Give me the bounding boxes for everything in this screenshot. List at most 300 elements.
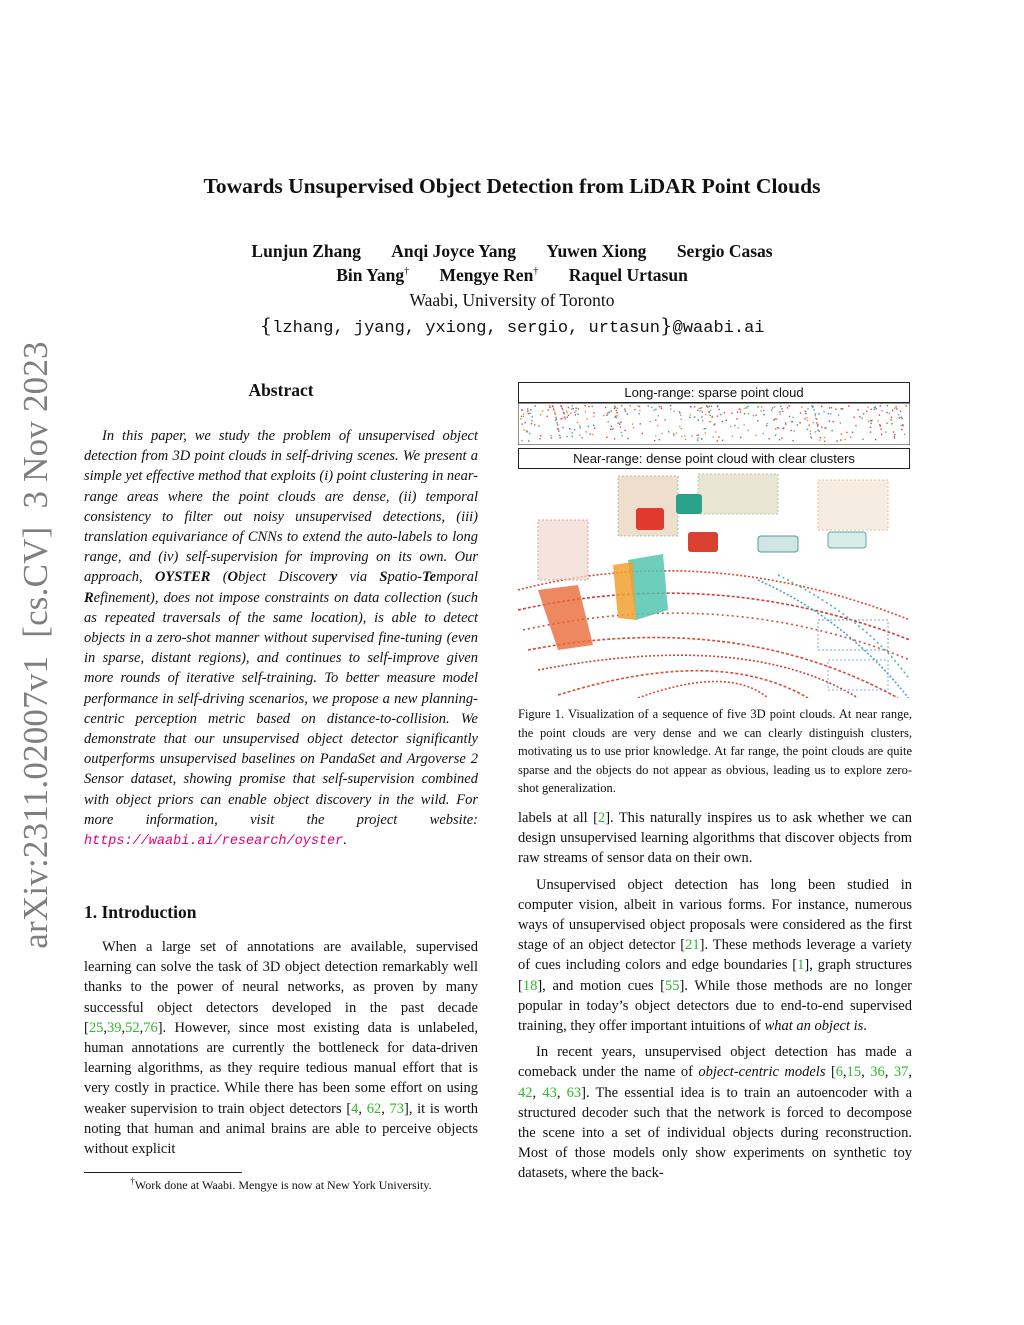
lidar-point <box>781 438 782 439</box>
lidar-point <box>757 420 758 421</box>
lidar-point <box>761 406 762 407</box>
lidar-point <box>890 419 891 420</box>
lidar-point <box>607 413 608 414</box>
lidar-point <box>560 437 561 438</box>
lidar-point <box>779 439 780 440</box>
lidar-point <box>705 414 706 415</box>
lidar-point <box>592 406 593 407</box>
lidar-point <box>696 435 697 436</box>
lidar-point <box>709 406 710 407</box>
lidar-point <box>846 432 847 433</box>
lidar-point <box>829 420 830 421</box>
lidar-point <box>767 423 768 424</box>
lidar-point <box>565 418 566 419</box>
lidar-point <box>528 440 529 441</box>
citation[interactable]: 63 <box>566 1084 582 1101</box>
lidar-point <box>787 407 788 408</box>
lidar-point <box>841 433 842 434</box>
citation[interactable]: 37 <box>893 1064 909 1081</box>
lidar-point <box>566 410 567 411</box>
citation[interactable]: 21 <box>685 937 700 954</box>
lidar-point <box>880 425 881 426</box>
lidar-point <box>813 422 814 423</box>
lidar-point <box>776 419 777 420</box>
lidar-point <box>746 407 747 408</box>
lidar-point <box>886 422 887 423</box>
project-website-link[interactable]: https://waabi.ai/research/oyster <box>84 834 344 850</box>
lidar-point <box>679 412 680 413</box>
lidar-point <box>766 425 767 426</box>
lidar-point <box>558 428 559 429</box>
lidar-point <box>700 408 701 409</box>
lidar-point <box>615 416 616 417</box>
lidar-point <box>810 436 811 437</box>
lidar-point <box>673 435 674 436</box>
lidar-point <box>664 419 665 420</box>
lidar-point <box>794 430 795 431</box>
lidar-point <box>610 429 611 430</box>
lidar-point <box>906 405 907 406</box>
lidar-point <box>763 433 764 434</box>
lidar-point <box>701 416 702 417</box>
lidar-point <box>840 422 841 423</box>
lidar-point <box>638 413 639 414</box>
lidar-point <box>673 433 674 434</box>
lidar-point <box>894 434 895 435</box>
lidar-point <box>870 423 871 424</box>
lidar-point <box>828 413 829 414</box>
lidar-point <box>820 437 821 438</box>
lidar-point <box>553 409 554 410</box>
citation[interactable]: 2 <box>597 810 606 826</box>
lidar-point <box>590 433 591 434</box>
lidar-point <box>632 423 633 424</box>
lidar-point <box>722 421 723 422</box>
lidar-point <box>551 437 552 438</box>
lidar-point <box>779 411 780 412</box>
lidar-point <box>706 405 707 406</box>
long-range-label: Long-range: sparse point cloud <box>518 382 910 403</box>
lidar-point <box>740 437 741 438</box>
citation[interactable]: 4 <box>351 1100 359 1117</box>
lidar-point <box>625 410 626 411</box>
lidar-point <box>738 427 739 428</box>
lidar-point <box>640 423 641 424</box>
lidar-point <box>548 409 549 410</box>
lidar-point <box>815 415 816 416</box>
lidar-point <box>717 440 718 441</box>
lidar-point <box>587 418 588 419</box>
lidar-point <box>817 424 818 425</box>
lidar-point <box>779 414 780 415</box>
lidar-point <box>801 407 802 408</box>
lidar-point <box>521 416 522 417</box>
lidar-point <box>658 415 659 416</box>
lidar-point <box>593 412 594 413</box>
lidar-point <box>627 438 628 439</box>
citation[interactable]: 42 <box>518 1084 533 1101</box>
lidar-point <box>824 437 825 438</box>
lidar-point <box>900 417 901 418</box>
lidar-point <box>810 433 811 434</box>
lidar-point <box>637 405 638 406</box>
arxiv-stamp <box>16 341 56 949</box>
lidar-point <box>586 431 587 432</box>
lidar-point <box>875 439 876 440</box>
lidar-point <box>842 408 843 409</box>
lidar-point <box>705 428 706 429</box>
lidar-point <box>800 412 801 413</box>
lidar-point <box>824 441 825 442</box>
figure-1-caption: Figure 1. Visualization of a sequence of five 3D point clouds. At near range, the point clouds are very dense and we can clearly distinguish clusters, motivating us to use prior knowledge. At far range, the point clouds are quite sparse and the objects do not appear as obvious, leading us to explore zero-shot generalization. <box>518 707 912 796</box>
lidar-point <box>552 406 553 407</box>
lidar-point <box>566 412 567 413</box>
lidar-point <box>717 416 718 417</box>
lidar-point <box>668 431 669 432</box>
lidar-point <box>714 423 715 424</box>
lidar-point <box>785 422 786 423</box>
lidar-point <box>817 429 818 430</box>
lidar-point <box>562 427 563 428</box>
lidar-point <box>870 431 871 432</box>
lidar-point <box>557 422 558 423</box>
lidar-point <box>866 411 867 412</box>
lidar-point <box>562 418 563 419</box>
lidar-point <box>844 439 845 440</box>
lidar-point <box>572 405 573 406</box>
lidar-point <box>815 418 816 419</box>
lidar-point <box>555 417 556 418</box>
lidar-point <box>775 435 776 436</box>
paper-title: Towards Unsupervised Object Detection from LiDAR Point Clouds <box>203 174 821 198</box>
lidar-point <box>868 421 869 422</box>
lidar-point <box>690 406 691 407</box>
lidar-point <box>593 425 594 426</box>
citation[interactable]: 1 <box>797 957 805 974</box>
lidar-point <box>576 408 577 409</box>
citation[interactable]: 76 <box>143 1019 158 1036</box>
lidar-point <box>709 412 710 413</box>
lidar-point <box>550 435 551 436</box>
lidar-point <box>694 406 695 407</box>
lidar-point <box>871 420 872 421</box>
lidar-point <box>724 412 725 413</box>
lidar-point <box>712 417 713 418</box>
lidar-point <box>659 406 660 407</box>
lidar-point <box>713 436 714 437</box>
section-heading-introduction: 1. Introduction <box>84 902 197 922</box>
lidar-point <box>814 409 815 410</box>
lidar-point <box>657 425 658 426</box>
lidar-point <box>886 412 887 413</box>
lidar-point <box>731 413 732 414</box>
lidar-point <box>891 417 892 418</box>
lidar-point <box>689 417 690 418</box>
citation[interactable]: 6 <box>835 1064 844 1081</box>
lidar-point <box>582 437 583 438</box>
lidar-point <box>781 408 782 409</box>
author-2: Anqi Joyce Yang <box>391 241 517 261</box>
citation[interactable]: 39 <box>106 1019 122 1036</box>
lidar-point <box>877 420 878 421</box>
lidar-point <box>720 414 721 415</box>
lidar-point <box>711 406 712 407</box>
lidar-point <box>891 423 892 424</box>
lidar-point <box>810 431 811 432</box>
citation[interactable]: 15 <box>846 1064 862 1081</box>
lidar-point <box>831 407 832 408</box>
lidar-point <box>804 418 805 419</box>
citation[interactable]: 73 <box>389 1100 404 1117</box>
lidar-point <box>691 435 692 436</box>
lidar-point <box>870 409 871 410</box>
lidar-point <box>710 410 711 411</box>
lidar-point <box>530 409 531 410</box>
lidar-point <box>854 417 855 418</box>
near-range-label: Near-range: dense point cloud with clear clusters <box>518 448 910 469</box>
lidar-point <box>899 417 900 418</box>
lidar-point <box>578 408 579 409</box>
lidar-point <box>901 429 902 430</box>
lidar-point <box>807 429 808 430</box>
lidar-point <box>561 406 562 407</box>
lidar-point <box>893 431 894 432</box>
lidar-point <box>617 415 618 416</box>
lidar-point <box>835 409 836 410</box>
lidar-point <box>616 410 617 411</box>
lidar-point <box>748 413 749 414</box>
lidar-point <box>562 408 563 409</box>
lidar-point <box>553 408 554 409</box>
lidar-point <box>816 422 817 423</box>
lidar-point <box>575 410 576 411</box>
lidar-point <box>894 436 895 437</box>
lidar-point <box>630 405 631 406</box>
lidar-point <box>831 430 832 431</box>
lidar-point <box>755 435 756 436</box>
citation[interactable]: 43 <box>542 1084 557 1101</box>
lidar-point <box>894 408 895 409</box>
lidar-point <box>829 407 830 408</box>
introduction-text: When a large set of annotations are available, supervised learning can solve the task of 3D object detection remarkably well thanks to the power of neural networks, as proven by many successful object detectors developed in the past decade [25,39,52,76]. However, since most existing data is unlabeled, human annotations are currently the bottleneck for data-driven learning algorithms, as they require tedious manual effort that is very costly in practice. While there has been some effort on using weaker supervision to train object detectors [4, 62, 73], it is worth noting that human and animal brains are able to perceive objects without explicit <box>84 939 479 1158</box>
lidar-point <box>848 405 849 406</box>
lidar-point <box>782 411 783 412</box>
lidar-point <box>529 433 530 434</box>
lidar-point <box>563 412 564 413</box>
lidar-point <box>521 410 522 411</box>
lidar-point <box>709 421 710 422</box>
lidar-point <box>614 438 615 439</box>
author-4: Sergio Casas <box>676 241 773 261</box>
lidar-point <box>554 412 555 413</box>
near-range-point-cloud <box>518 470 910 698</box>
lidar-point <box>681 428 682 429</box>
lidar-point <box>585 411 586 412</box>
lidar-point <box>588 426 589 427</box>
lidar-point <box>574 429 575 430</box>
lidar-point <box>616 408 617 409</box>
lidar-point <box>732 436 733 437</box>
lidar-point <box>535 405 536 406</box>
lidar-point <box>875 406 876 407</box>
lidar-point <box>593 416 594 417</box>
lidar-point <box>608 421 609 422</box>
lidar-point <box>574 412 575 413</box>
lidar-point <box>788 405 789 406</box>
lidar-point <box>653 410 654 411</box>
citation[interactable]: 25 <box>88 1019 104 1036</box>
lidar-point <box>531 423 532 424</box>
lidar-point <box>642 433 643 434</box>
lidar-point <box>805 411 806 412</box>
author-emails: {lzhang, jyang, yxiong, sergio, urtasun}@waabi.ai <box>259 313 765 338</box>
lidar-point <box>756 414 757 415</box>
lidar-point <box>573 408 574 409</box>
figure-1 <box>518 382 910 698</box>
lidar-point <box>655 409 656 410</box>
lidar-point <box>836 440 837 441</box>
lidar-point <box>859 416 860 417</box>
lidar-point <box>812 406 813 407</box>
lidar-point <box>707 407 708 408</box>
long-range-point-cloud <box>518 403 910 445</box>
lidar-point <box>547 416 548 417</box>
lidar-point <box>572 436 573 437</box>
lidar-point <box>542 410 543 411</box>
lidar-point <box>568 407 569 408</box>
lidar-point <box>892 410 893 411</box>
lidar-point <box>538 425 539 426</box>
lidar-point <box>900 425 901 426</box>
lidar-point <box>603 415 604 416</box>
lidar-point <box>523 429 524 430</box>
lidar-point <box>791 421 792 422</box>
lidar-point <box>525 422 526 423</box>
lidar-point <box>698 434 699 435</box>
lidar-point <box>880 405 881 406</box>
lidar-point <box>887 405 888 406</box>
lidar-point <box>555 413 556 414</box>
lidar-point <box>650 421 651 422</box>
lidar-point <box>807 408 808 409</box>
lidar-point <box>774 406 775 407</box>
lidar-point <box>613 428 614 429</box>
citation[interactable]: 36 <box>870 1064 885 1081</box>
lidar-point <box>661 406 662 407</box>
lidar-point <box>563 413 564 414</box>
lidar-point <box>875 408 876 409</box>
citation[interactable]: 62 <box>366 1100 382 1117</box>
lidar-point <box>753 415 754 416</box>
lidar-point <box>606 437 607 438</box>
lidar-point <box>744 424 745 425</box>
citation[interactable]: 18 <box>522 977 538 994</box>
lidar-point <box>614 408 615 409</box>
lidar-point <box>894 437 895 438</box>
lidar-point <box>621 405 622 406</box>
lidar-point <box>526 431 527 432</box>
lidar-point <box>882 410 883 411</box>
authors-row-1 <box>0 241 1024 262</box>
lidar-point <box>648 405 649 406</box>
lidar-point <box>805 413 806 414</box>
lidar-point <box>815 413 816 414</box>
lidar-point <box>528 413 529 414</box>
lidar-point <box>557 424 558 425</box>
lidar-point <box>739 408 740 409</box>
lidar-point <box>821 406 822 407</box>
lidar-point <box>559 435 560 436</box>
lidar-point <box>809 425 810 426</box>
lidar-point <box>527 408 528 409</box>
lidar-point <box>701 407 702 408</box>
lidar-point <box>532 416 533 417</box>
lidar-point <box>571 408 572 409</box>
lidar-point <box>690 414 691 415</box>
lidar-point <box>863 413 864 414</box>
authors-row-2 <box>0 265 1024 286</box>
abstract-text: In this paper, we study the problem of unsupervised object detection from 3D point clouds in self-driving scenes. We present a simple yet effective method that exploits (i) point clustering in near-range areas where the point clouds are dense, (ii) temporal consistency to filter out noisy unsupervised detections, (iii) translation equivariance of CNNs to extend the auto-labels to long range, and (iv) self-supervision for improving on its own. Our approach, OYSTER (Object Discovery via Spatio-Temporal Refinement), does not impose constraints on data collection (such as repeated traversals of the same location), is able to detect objects in a zero-shot manner without supervised fine-tuning (even in sparse, distant regions), and continues to self-improve given more rounds of iterative self-training. To better measure model performance in self-driving scenarios, we propose a new planning-centric perception metric based on distance-to-collision. We demonstrate that our unsupervised object detector significantly outperforms unsupervised baselines on PandaSet and Argoverse 2 Sensor dataset, showing promise that self-supervision combined with object priors can enable object discovery in the wild. For more information, visit the project website: https://waabi.ai/research/oyster. <box>84 428 478 850</box>
lidar-point <box>577 414 578 415</box>
lidar-point <box>868 407 869 408</box>
lidar-point <box>685 439 686 440</box>
lidar-point <box>549 407 550 408</box>
citation[interactable]: 55 <box>665 977 680 994</box>
lidar-point <box>570 413 571 414</box>
lidar-point <box>697 437 698 438</box>
lidar-point <box>605 407 606 408</box>
lidar-point <box>719 409 720 410</box>
lidar-point <box>606 415 607 416</box>
lidar-point <box>569 428 570 429</box>
affiliation: Waabi, University of Toronto <box>409 290 615 310</box>
arxiv-id: arXiv:2311.02007v1 <box>16 655 55 949</box>
lidar-point <box>529 412 530 413</box>
lidar-point <box>744 413 745 414</box>
lidar-point <box>619 423 620 424</box>
lidar-point <box>737 412 738 413</box>
lidar-point <box>782 428 783 429</box>
lidar-point <box>879 414 880 415</box>
lidar-point <box>780 406 781 407</box>
abstract-heading: Abstract <box>248 380 314 400</box>
lidar-point <box>722 440 723 441</box>
lidar-point <box>775 428 776 429</box>
lidar-point <box>580 427 581 428</box>
lidar-point <box>697 410 698 411</box>
lidar-point <box>697 439 698 440</box>
introduction-text-continued: labels at all [2]. This naturally inspires us to ask whether we can design unsupervised learning algorithms that discover objects from raw streams of sensor data on their own. Unsupervised object detection has long been studied in computer vision, albeit in various forms. For instance, numerous ways of unsupervised object proposals were considered as the first stage of an object detector [21]. These methods leverage a variety of cues including colors and edge boundaries [1], graph structures [18], and motion cues [55]. While those methods are no longer popular in today’s object detectors due to end-to-end supervised training, they offer important intuitions of what an object is. In recent years, unsupervised object detection has made a comeback under the name of object-centric models [6,15, 36, 37, 42, 43, 63]. The essential idea is to train an autoencoder with a structured decoder such that the network is forced to decompose the scene into a set of individual objects during reconstruction. Most of those models only show experiments on synthetic toy datasets, where the back- <box>518 810 913 1182</box>
lidar-point <box>771 409 772 410</box>
lidar-point <box>705 432 706 433</box>
lidar-point <box>575 414 576 415</box>
citation[interactable]: 52 <box>125 1019 140 1036</box>
lidar-point <box>807 420 808 421</box>
lidar-point <box>540 435 541 436</box>
lidar-point <box>614 406 615 407</box>
lidar-point <box>562 409 563 410</box>
lidar-point <box>772 407 773 408</box>
lidar-point <box>768 438 769 439</box>
lidar-point <box>624 430 625 431</box>
lidar-point <box>651 407 652 408</box>
lidar-point <box>857 409 858 410</box>
lidar-point <box>674 411 675 412</box>
lidar-point <box>670 408 671 409</box>
lidar-point <box>568 415 569 416</box>
author-6: Mengye Ren† <box>439 265 539 285</box>
author-3: Yuwen Xiong <box>546 241 647 261</box>
